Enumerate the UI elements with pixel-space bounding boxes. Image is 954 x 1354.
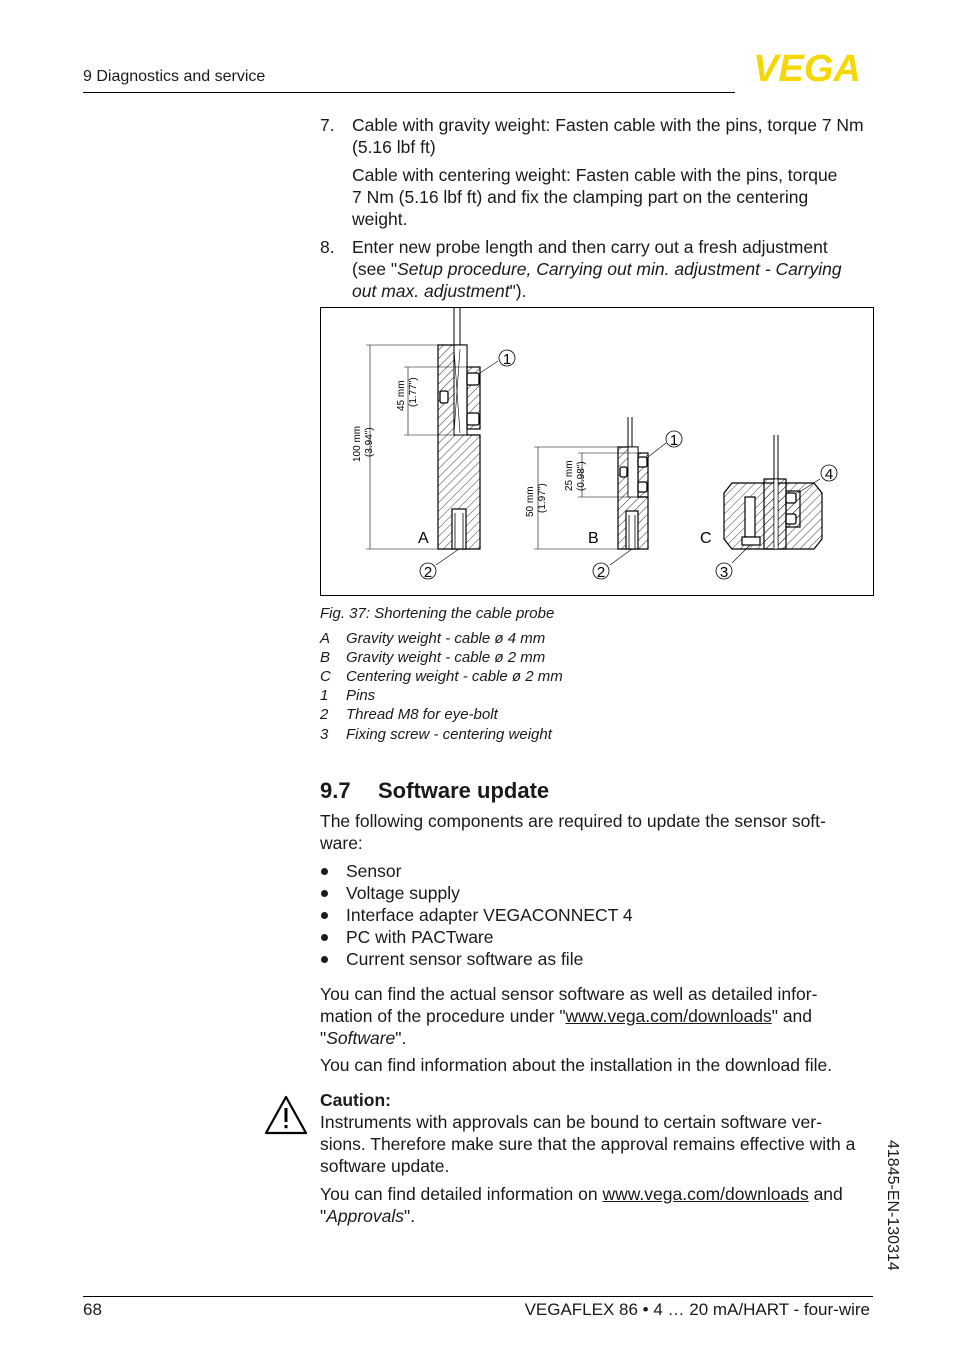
intro-line: ware:	[320, 833, 363, 853]
approvals-ref: "Approvals".	[320, 1206, 416, 1226]
step-line: 7 Nm (5.16 lbf ft) and fix the clamping part on the centering	[352, 187, 809, 207]
caution-text: Instruments with approvals can be bound to certain software ver- sions. Therefore make sure that the approval remains effective with a software update.	[320, 1112, 856, 1176]
product-name: VEGAFLEX 86 • 4 … 20 mA/HART - four-wire	[524, 1300, 870, 1319]
dim-b-pins-in: (0.98")	[576, 461, 587, 491]
intro-line: The following components are required to update the sensor soft-	[320, 811, 826, 831]
step-7	[320, 114, 880, 158]
software-ref: "Software".	[320, 1028, 407, 1048]
weight-a-drawing	[352, 307, 515, 581]
bullet-dot	[321, 912, 328, 919]
section-number: 9.7	[320, 778, 351, 803]
footer-rule	[83, 1296, 873, 1297]
legend-item: C Centering weight - cable ø 2 mm	[320, 668, 563, 685]
dim-b-total-mm: 50 mm	[525, 486, 536, 517]
list-item: Interface adapter VEGACONNECT 4	[320, 904, 720, 926]
dim-a-total-mm: 100 mm	[352, 425, 363, 462]
header-rule	[83, 92, 735, 93]
label-c: C	[700, 530, 712, 547]
callout-1-a: 1	[502, 351, 512, 368]
step-number: 8.	[320, 237, 335, 257]
step-7-note	[320, 164, 880, 230]
dim-b-total-in: (1.97")	[537, 483, 548, 513]
list-item: Current sensor software as file	[320, 948, 720, 970]
technical-drawing	[320, 307, 874, 596]
step-line: (see "Setup procedure, Carrying out min. adjustment - Carrying	[352, 259, 842, 279]
figure-cable-probe	[320, 307, 874, 596]
list-item: Voltage supply	[320, 882, 720, 904]
step-line: weight.	[352, 209, 408, 229]
dim-a-pins-mm: 45 mm	[396, 380, 407, 411]
running-header: 9 Diagnostics and service	[83, 68, 266, 85]
figure-caption: Fig. 37: Shortening the cable probe	[320, 605, 555, 622]
step-text	[352, 164, 880, 230]
step-text	[352, 236, 880, 302]
bullet-dot	[321, 890, 328, 897]
logo-text: VEGA	[753, 50, 861, 84]
bullet-dot	[321, 956, 328, 963]
paragraph-install: You can find information about the installation in the download file.	[320, 1055, 833, 1075]
caution-title: Caution:	[320, 1090, 391, 1110]
step-line: out max. adjustment").	[352, 281, 527, 301]
warning-icon	[264, 1095, 308, 1135]
downloads-link-2[interactable]: www.vega.com/downloads	[602, 1184, 809, 1204]
step-line: Cable with gravity weight: Fasten cable with the pins, torque 7 Nm	[352, 115, 864, 135]
document-code: 41845-EN-130314	[884, 1140, 901, 1271]
page-number: 68	[83, 1300, 102, 1319]
dim-a-pins-in: (1.77")	[408, 377, 419, 407]
label-a: A	[418, 530, 429, 547]
bullet-dot	[321, 934, 328, 941]
callout-3: 3	[719, 564, 729, 581]
caution-more: You can find detailed information on www.vega.com/downloads and "Approvals".	[320, 1183, 880, 1227]
legend-item: A Gravity weight - cable ø 4 mm	[320, 630, 546, 647]
bullet-dot	[321, 868, 328, 875]
step-line: (5.16 lbf ft)	[352, 137, 436, 157]
section-title: Software update	[378, 778, 550, 803]
dim-a-total-in: (3.94")	[364, 427, 375, 457]
legend-item: 3 Fixing screw - centering weight	[320, 726, 552, 743]
callout-1-b: 1	[669, 432, 679, 449]
list-item: Sensor	[320, 860, 720, 882]
step-8	[320, 236, 880, 302]
legend-item: 2 Thread M8 for eye-bolt	[320, 706, 498, 723]
callout-2-b: 2	[596, 564, 606, 581]
dim-b-pins-mm: 25 mm	[564, 460, 575, 491]
weight-c-drawing	[700, 435, 837, 581]
section-heading	[320, 778, 720, 806]
callout-4: 4	[824, 466, 834, 483]
step-line: Enter new probe length and then carry out a fresh adjustment	[352, 237, 828, 257]
section-intro	[320, 810, 880, 854]
step-number: 7.	[320, 115, 335, 135]
step-text	[352, 114, 880, 158]
downloads-link[interactable]: www.vega.com/downloads	[565, 1006, 772, 1026]
step-line: Cable with centering weight: Fasten cable with the pins, torque	[352, 165, 838, 185]
label-b: B	[588, 530, 599, 547]
weight-b-drawing	[525, 417, 682, 581]
legend-item: B Gravity weight - cable ø 2 mm	[320, 649, 546, 666]
list-item: PC with PACTware	[320, 926, 720, 948]
paragraph-download: You can find the actual sensor software as well as detailed infor- mation of the procedure under "www.vega.com/downloads" and "Software".	[320, 983, 880, 1049]
vega-logo	[741, 50, 873, 84]
callout-2-a: 2	[423, 564, 433, 581]
legend-item: 1 Pins	[320, 687, 376, 704]
